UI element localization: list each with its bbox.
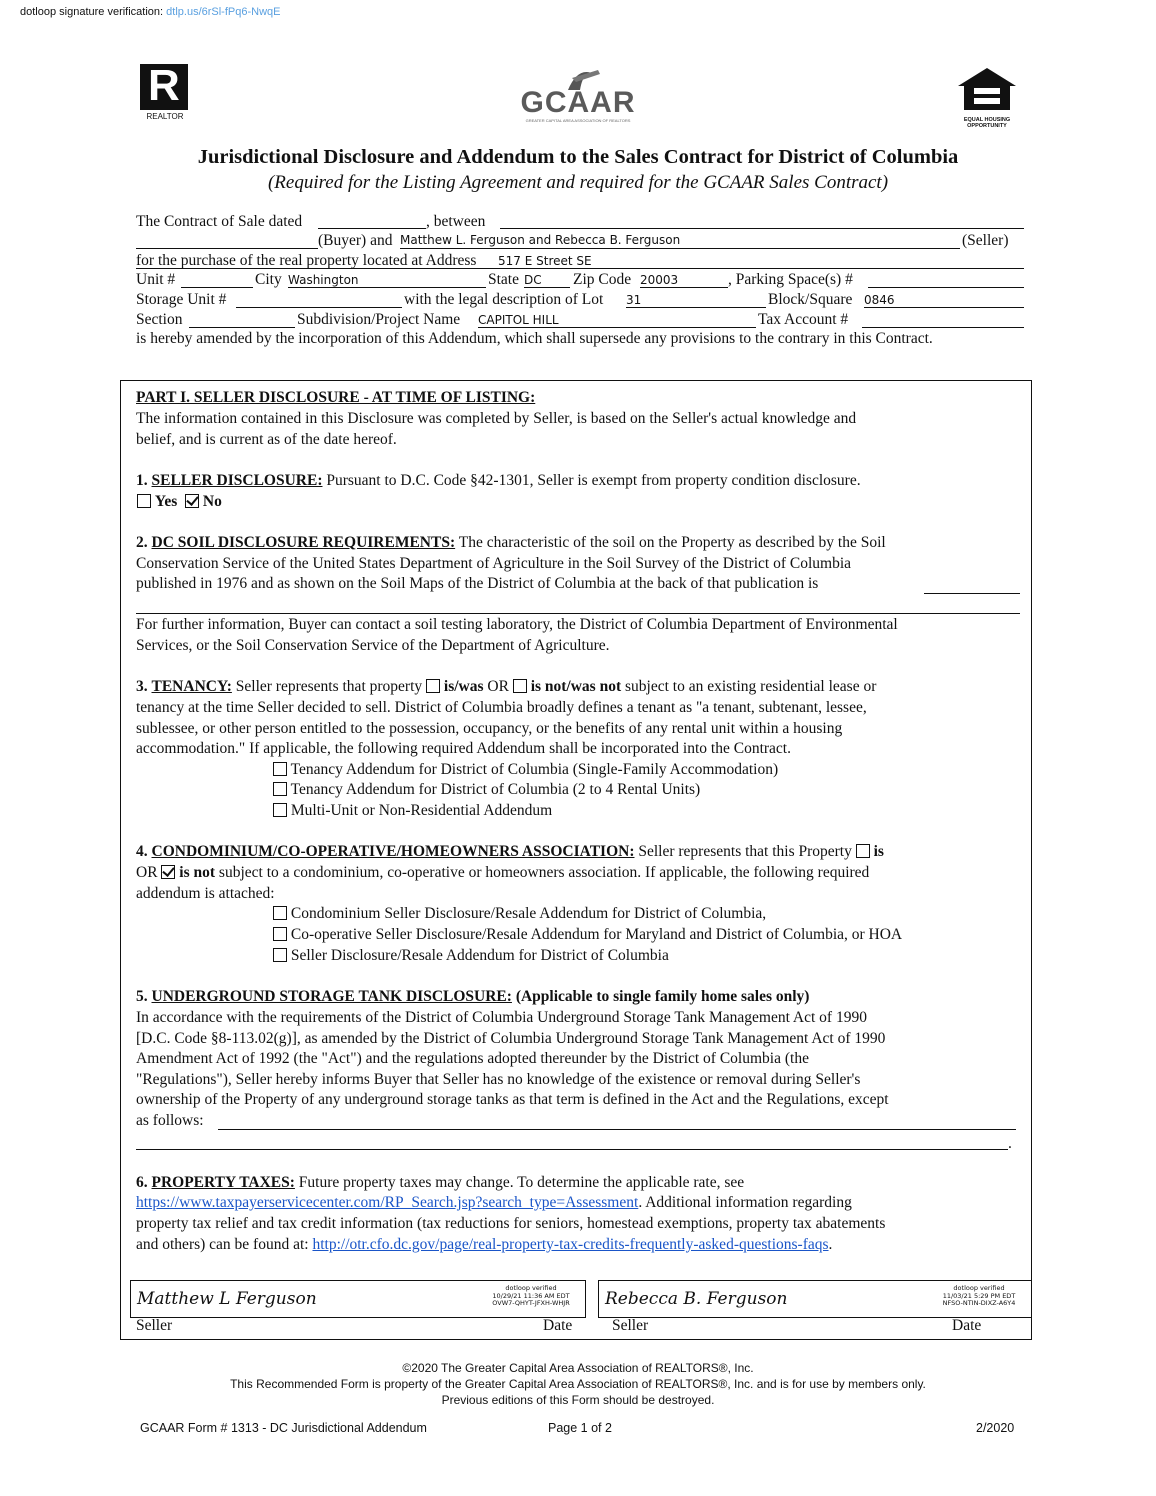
- storage-field[interactable]: [236, 307, 402, 308]
- s3-option-3-checkbox[interactable]: [273, 803, 287, 817]
- s2-line-1: [136, 533, 886, 553]
- s2-line-2: Conservation Service of the United States Department of Agriculture in the Soil Survey of the District of Columbia: [136, 555, 852, 572]
- signature-1-date: Date: [543, 1317, 573, 1334]
- s4-option-3-label: Seller Disclosure/Resale Addendum for District of Columbia: [290, 947, 669, 964]
- city-field[interactable]: Washington: [288, 273, 486, 288]
- signature-2-verified: dotloop verified: [953, 1284, 1005, 1292]
- s5-num: 5.: [136, 988, 148, 1005]
- s2-num: 2.: [136, 534, 148, 551]
- page-subtitle: (Required for the Listing Agreement and required for the GCAAR Sales Contract): [267, 172, 889, 193]
- s2-body-1: The characteristic of the soil on the Property as described by the Soil: [455, 534, 886, 551]
- eho-text-2: OPPORTUNITY: [967, 123, 1007, 129]
- s5-exception-field[interactable]: [218, 1129, 1016, 1130]
- footer-notice: [0, 1360, 1156, 1408]
- s4-option-2: [273, 925, 902, 945]
- unit-label: Unit #: [136, 271, 176, 288]
- s4-option-2-label: Co-operative Seller Disclosure/Resale Addendum for Maryland and District of Columbia, or HOA: [290, 926, 903, 943]
- s3-line-3: sublessee, or other person entitled to the possession, occupancy, or the benefits of any rental unit within a housing: [136, 720, 843, 737]
- legal-label: with the legal description of Lot: [404, 291, 604, 308]
- s4-option-1-checkbox[interactable]: [273, 906, 287, 920]
- amended-text: is hereby amended by the incorporation of this Addendum, which shall supersede any provisions to the contrary in this Contract.: [136, 330, 933, 347]
- gcaar-logo-text: GCAAR: [520, 86, 636, 119]
- s3-isnot-label: is not/was not: [530, 678, 622, 695]
- between-label: , between: [426, 213, 486, 230]
- s4-option-3-checkbox[interactable]: [273, 948, 287, 962]
- footer-property-notice: This Recommended Form is property of the Greater Capital Area Association of REALTORS®, Inc. and is for use by members only.: [230, 1377, 926, 1391]
- contract-dated-label: The Contract of Sale dated: [136, 213, 303, 230]
- s3-body-1b: subject to an existing residential lease or: [621, 678, 877, 695]
- s1-yes-checkbox[interactable]: [137, 494, 151, 508]
- s3-isnot-checkbox[interactable]: [513, 679, 527, 693]
- page-title: Jurisdictional Disclosure and Addendum to the Sales Contract for District of Columbia: [197, 146, 959, 168]
- signature-box-1[interactable]: [130, 1280, 586, 1318]
- s1-body: Pursuant to D.C. Code §42-1301, Seller is exempt from property condition disclosure.: [322, 472, 861, 489]
- block-field[interactable]: 0846: [864, 293, 1024, 308]
- s3-option-1: [273, 760, 778, 780]
- s5-heading: UNDERGROUND STORAGE TANK DISCLOSURE:: [151, 988, 512, 1005]
- signature-1-verified: dotloop verified: [505, 1284, 557, 1292]
- s3-line-4: accommodation." If applicable, the following required Addendum shall be incorporated into the Contract.: [136, 740, 791, 757]
- s6-line-2: [136, 1193, 852, 1213]
- soil-field[interactable]: [924, 593, 1020, 594]
- zip-field[interactable]: 20003: [640, 273, 728, 288]
- s3-iswas-label: is/was: [443, 678, 484, 695]
- address-field[interactable]: 517 E Street SE: [498, 254, 592, 268]
- s4-line-3: addendum is attached:: [136, 885, 275, 902]
- s3-line-1: [136, 677, 876, 697]
- signature-1-role: Seller: [136, 1317, 173, 1334]
- s4-isnot-checkbox[interactable]: [161, 865, 175, 879]
- s4-heading: CONDOMINIUM/CO-OPERATIVE/HOMEOWNERS ASSOCIATION:: [151, 843, 635, 860]
- s3-option-2-checkbox[interactable]: [273, 782, 287, 796]
- part1-intro-2: belief, and is current as of the date hereof.: [136, 431, 397, 448]
- part1-heading: PART I. SELLER DISCLOSURE - AT TIME OF LISTING:: [136, 389, 536, 406]
- assessment-link[interactable]: https://www.taxpayerservicecenter.com/RP_Search.jsp?search_type=Assessment: [136, 1194, 639, 1211]
- s5-line-2: [D.C. Code §8-113.02(g)], as amended by the District of Columbia Underground Storage Tank Management Act of 1990: [136, 1030, 886, 1047]
- zip-label: Zip Code: [573, 271, 632, 288]
- s6-line-3: property tax relief and tax credit information (tax reductions for seniors, homestead exemptions, property tax abatements: [136, 1215, 886, 1232]
- block-label: Block/Square: [768, 291, 853, 308]
- verification-label: dotloop signature verification:: [20, 6, 164, 18]
- tax-credits-link[interactable]: http://otr.cfo.dc.gov/page/real-property-tax-credits-frequently-asked-questions-faqs: [312, 1236, 829, 1253]
- state-label: State: [488, 271, 519, 288]
- signature-1-verification: [481, 1285, 581, 1308]
- s5-exception-field-2[interactable]: [136, 1149, 1008, 1150]
- s4-line-2: [136, 863, 869, 883]
- s6-line-1: [136, 1173, 744, 1193]
- s1-text: [136, 471, 861, 491]
- verification-link[interactable]: dtlp.us/6rSl-fPq6-NwqE: [166, 6, 281, 18]
- eho-text-1: EQUAL HOUSING: [963, 117, 1011, 123]
- s4-num: 4.: [136, 843, 148, 860]
- s3-option-2: [273, 780, 700, 800]
- s5-heading-line: [136, 987, 809, 1007]
- signature-box-2[interactable]: [598, 1280, 1032, 1318]
- footer-page-number: Page 1 of 2: [548, 1421, 612, 1435]
- subdivision-label: Subdivision/Project Name: [297, 311, 461, 328]
- realtor-logo: R REALTOR: [140, 64, 190, 122]
- s5-line-3: Amendment Act of 1992 (the "Act") and the regulations adopted thereunder by the District of Columbia (the: [136, 1050, 809, 1067]
- s5-follows-label: as follows:: [136, 1112, 204, 1129]
- state-field[interactable]: DC: [524, 273, 570, 288]
- tax-account-field[interactable]: [862, 327, 1024, 328]
- s3-option-1-checkbox[interactable]: [273, 762, 287, 776]
- s4-option-2-checkbox[interactable]: [273, 927, 287, 941]
- s5-bold-note: (Applicable to single family home sales only): [511, 988, 810, 1005]
- s3-or: OR: [483, 678, 513, 695]
- address-underline: [136, 268, 1024, 269]
- gcaar-logo: [508, 64, 648, 130]
- buyer-name-field[interactable]: [500, 228, 1024, 229]
- signature-1-code: OVW7-QHYT-JFXH-WHJR: [492, 1299, 570, 1307]
- s6-body-4-end: .: [828, 1236, 833, 1253]
- s5-line-4: "Regulations"), Seller hereby informs Buyer that Seller has no knowledge of the existence or removal during Seller's: [136, 1071, 861, 1088]
- section-field[interactable]: [189, 327, 295, 328]
- s1-num: 1.: [136, 472, 148, 489]
- s2-line-5: Services, or the Soil Conservation Service of the Department of Agriculture.: [136, 637, 610, 654]
- tax-account-label: Tax Account #: [758, 311, 849, 328]
- equal-housing-logo: [956, 66, 1018, 128]
- s2-line-3: published in 1976 and as shown on the Soil Maps of the District of Columbia at the back of that publication is: [136, 575, 819, 592]
- s6-body-4: and others) can be found at:: [136, 1236, 313, 1253]
- signature-1-timestamp: 10/29/21 11:36 AM EDT: [492, 1291, 570, 1300]
- s6-body-1: Future property taxes may change. To determine the applicable rate, see: [294, 1174, 745, 1191]
- signature-2-name: Rebecca B. Ferguson: [605, 1289, 788, 1309]
- storage-label: Storage Unit #: [136, 291, 227, 308]
- s3-num: 3.: [136, 678, 148, 695]
- s5-line-5: ownership of the Property of any underground storage tanks as that term is defined in the Act and the Regulations, except: [136, 1091, 889, 1108]
- s3-line-2: tenancy at the time Seller decided to sell. District of Columbia broadly defines a tenant as "a tenant, subtenant, lessee,: [136, 699, 867, 716]
- s3-option-2-label: Tenancy Addendum for District of Columbia (2 to 4 Rental Units): [290, 781, 701, 798]
- s5-line-1: In accordance with the requirements of the District of Columbia Underground Storage Tank Management Act of 1990: [136, 1009, 867, 1026]
- s4-option-3: [273, 946, 669, 966]
- s5-period: .: [1008, 1135, 1012, 1152]
- s4-body-2: subject to a condominium, co-operative or homeowners association. If applicable, the following required: [215, 864, 870, 881]
- gcaar-logo-subtext: GREATER CAPITAL AREA ASSOCIATION OF REALTORS: [525, 118, 631, 123]
- s1-no-checkbox[interactable]: [185, 494, 199, 508]
- s6-line-4: [136, 1235, 832, 1255]
- s3-body-1a: Seller represents that property: [231, 678, 427, 695]
- s4-option-1: [273, 904, 766, 924]
- s4-or: OR: [136, 864, 162, 881]
- s4-option-1-label: Condominium Seller Disclosure/Resale Addendum for District of Columbia,: [290, 905, 767, 922]
- signature-2-verification: [929, 1285, 1029, 1308]
- s3-iswas-checkbox[interactable]: [426, 679, 440, 693]
- signature-2-date: Date: [952, 1317, 982, 1334]
- city-label: City: [255, 271, 282, 288]
- s2-heading: DC SOIL DISCLOSURE REQUIREMENTS:: [151, 534, 456, 551]
- signature-1-name: Matthew L Ferguson: [137, 1289, 317, 1309]
- s3-option-3-label: Multi-Unit or Non-Residential Addendum: [290, 802, 553, 819]
- s3-option-3: [273, 801, 552, 821]
- s1-no-label: No: [202, 493, 222, 510]
- footer-form-number: GCAAR Form # 1313 - DC Jurisdictional Addendum: [140, 1421, 427, 1435]
- s4-is-label: is: [873, 843, 884, 860]
- buyer-name-field-2[interactable]: [136, 248, 318, 249]
- footer-editions-notice: Previous editions of this Form should be destroyed.: [441, 1393, 715, 1407]
- s3-option-1-label: Tenancy Addendum for District of Columbia (Single-Family Accommodation): [290, 761, 779, 778]
- s6-num: 6.: [136, 1174, 148, 1191]
- signature-2-code: NFSO-NTIN-DIXZ-A6Y4: [942, 1299, 1016, 1307]
- section-label: Section: [136, 311, 183, 328]
- s3-heading: TENANCY:: [151, 678, 232, 695]
- parking-label: , Parking Space(s) #: [728, 271, 853, 288]
- soil-field-2[interactable]: [136, 613, 1020, 614]
- subdivision-field[interactable]: CAPITOL HILL: [478, 313, 756, 328]
- equal-housing-icon: [956, 66, 1018, 112]
- signature-2-role: Seller: [612, 1317, 649, 1334]
- s4-is-checkbox[interactable]: [856, 844, 870, 858]
- part1-intro-1: The information contained in this Disclosure was completed by Seller, is based on the Seller's actual knowledge and: [136, 410, 857, 427]
- s6-heading: PROPERTY TAXES:: [151, 1174, 295, 1191]
- seller-label: (Seller): [962, 232, 1009, 249]
- realtor-logo-text: REALTOR: [146, 112, 184, 121]
- s4-line-1: [136, 842, 884, 862]
- footer-copyright: ©2020 The Greater Capital Area Association of REALTORS®, Inc.: [402, 1361, 754, 1375]
- lot-field[interactable]: 31: [626, 293, 766, 308]
- signature-2-timestamp: 11/03/21 5:29 PM EDT: [942, 1291, 1016, 1300]
- verification-line: [20, 6, 280, 18]
- purchase-label: for the purchase of the real property located at Address: [136, 252, 477, 269]
- parking-field[interactable]: [868, 287, 1024, 288]
- s1-options: [137, 492, 222, 512]
- s4-body-1: Seller represents that this Property: [634, 843, 856, 860]
- s1-yes-label: Yes: [154, 493, 178, 510]
- seller-name-field[interactable]: Matthew L. Ferguson and Rebecca B. Ferguson: [400, 233, 960, 249]
- footer-form-date: 2/2020: [976, 1421, 1015, 1435]
- s2-line-4: For further information, Buyer can contact a soil testing laboratory, the District of Columbia Department of Environmental: [136, 616, 898, 633]
- s4-isnot-label: is not: [179, 864, 216, 881]
- contract-date-field[interactable]: [318, 228, 426, 229]
- unit-field[interactable]: [181, 287, 253, 288]
- s6-body-2: . Additional information regarding: [638, 1194, 852, 1211]
- buyer-label: (Buyer) and: [318, 232, 393, 249]
- s1-heading: SELLER DISCLOSURE:: [151, 472, 323, 489]
